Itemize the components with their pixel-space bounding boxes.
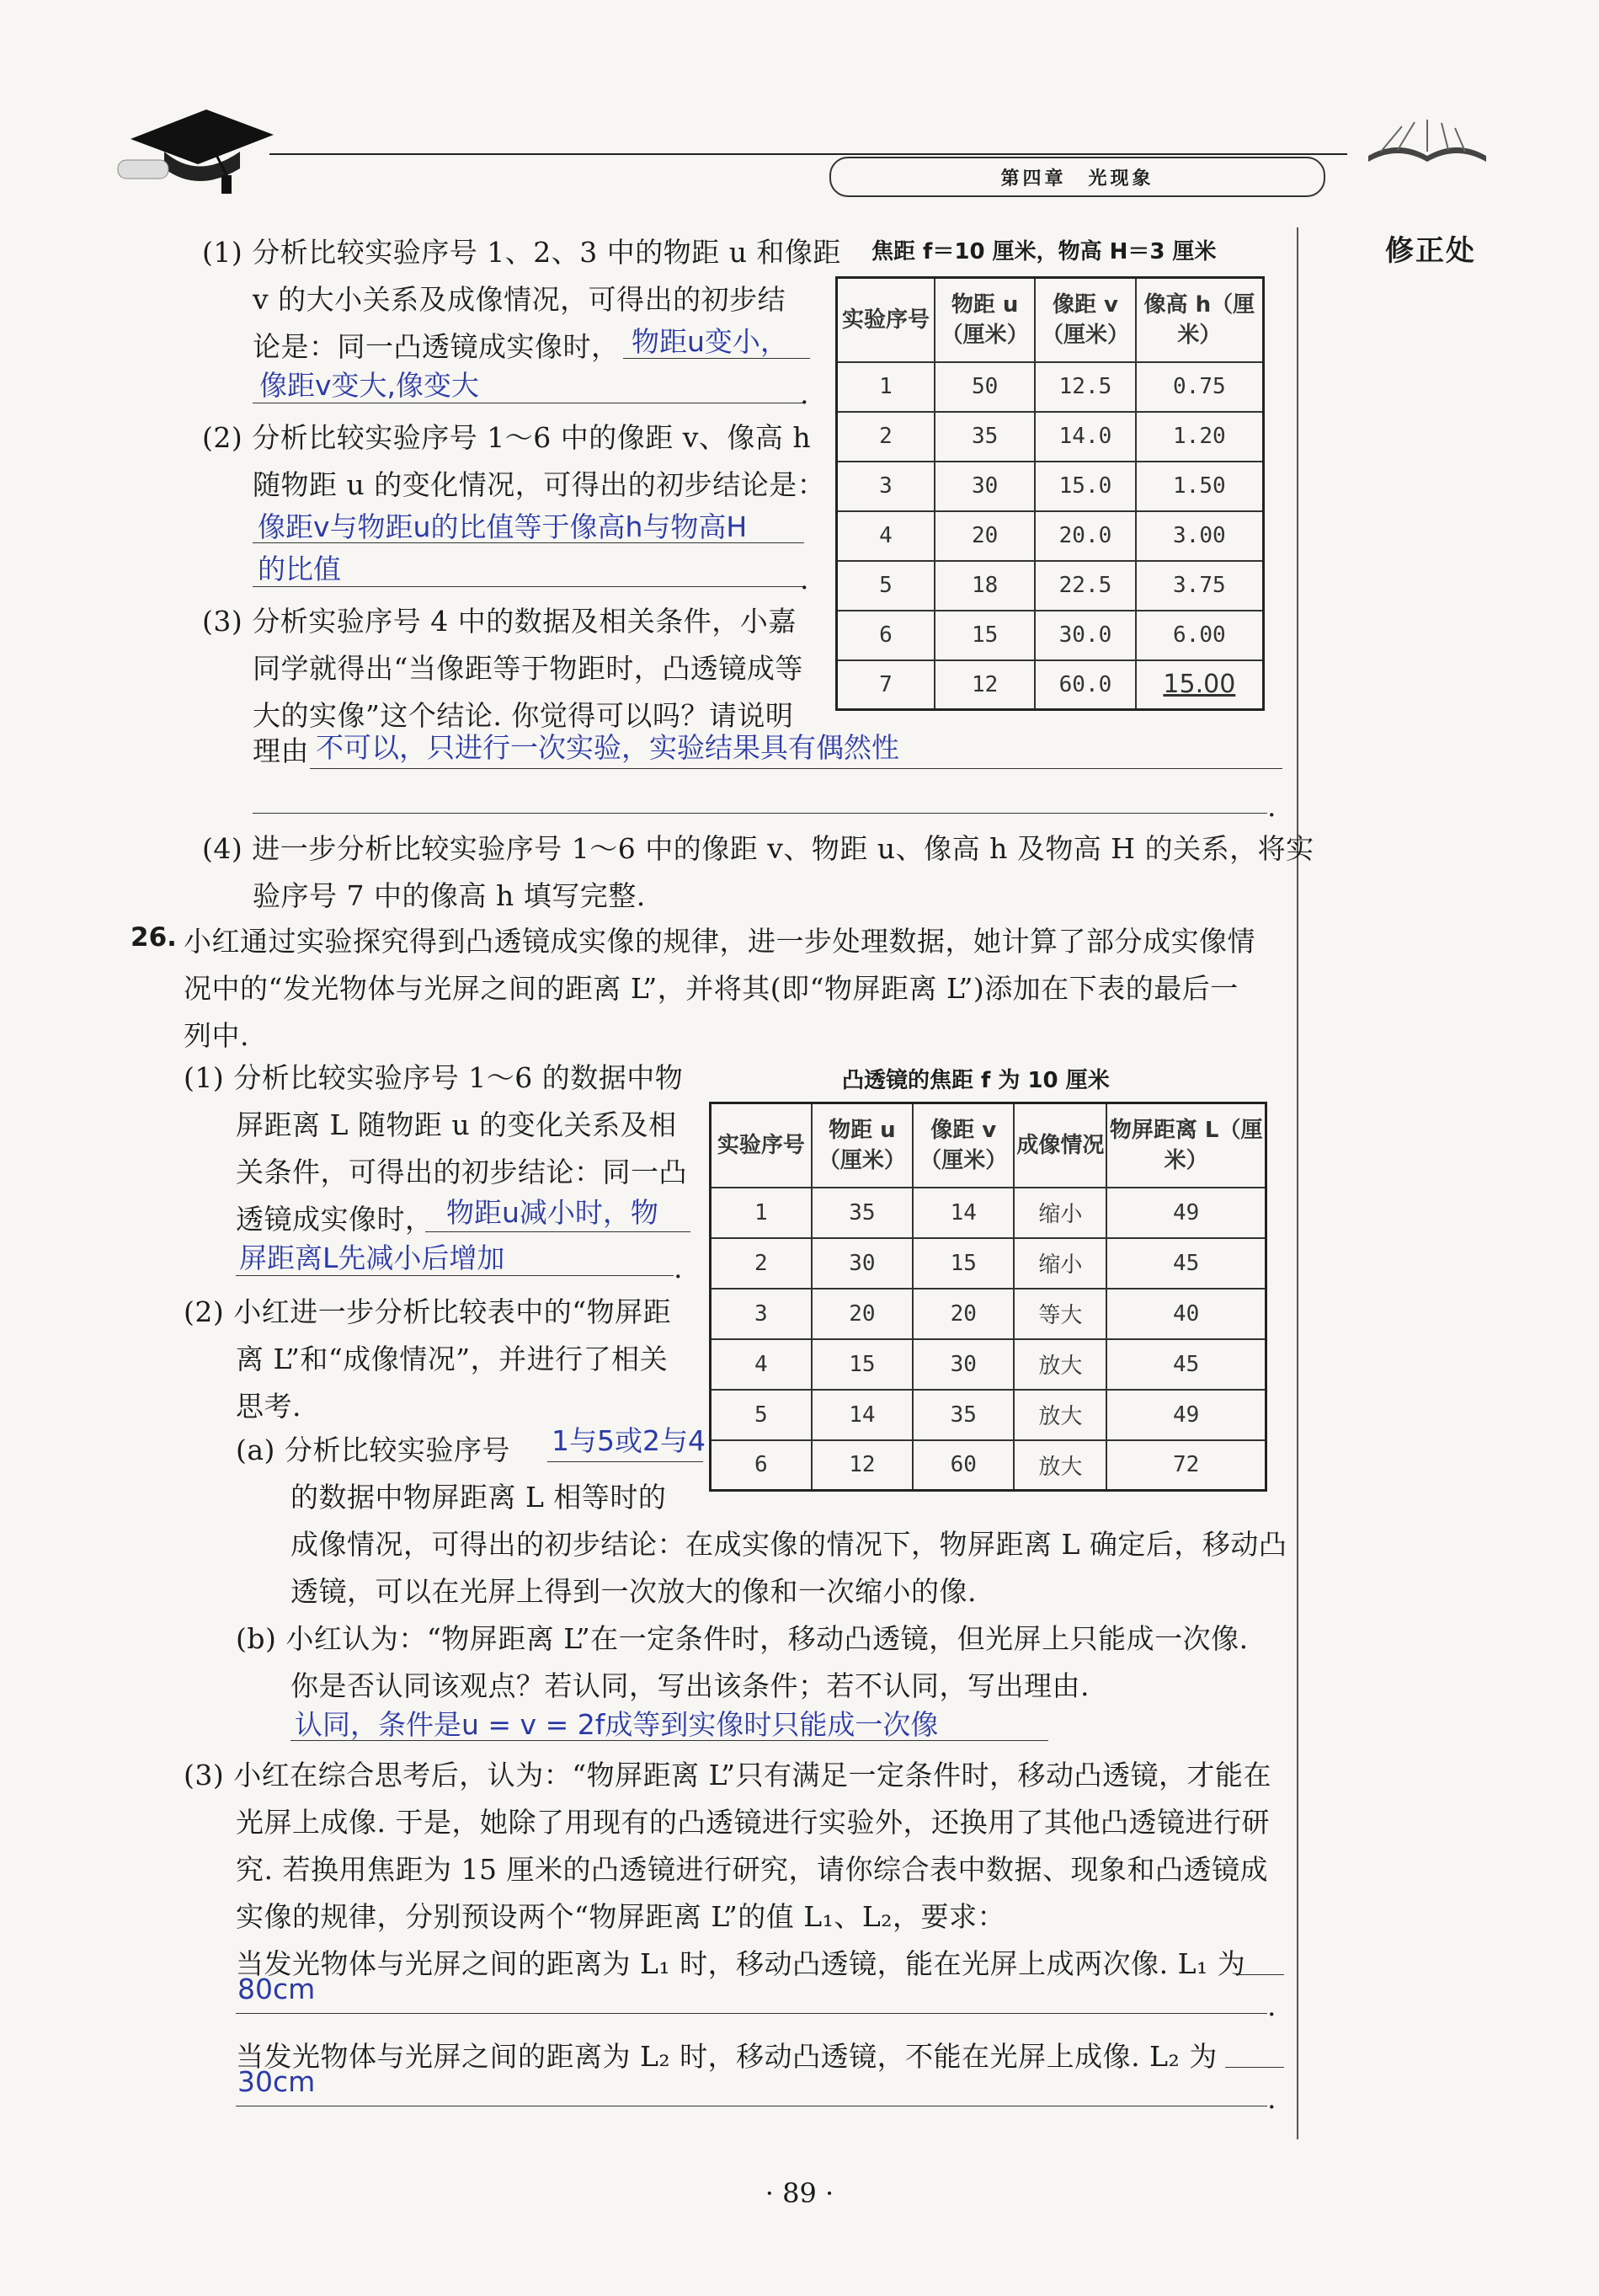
- table-cell: 60: [913, 1440, 1014, 1491]
- text-line: 离 L”和“成像情况”，并进行了相关: [236, 1343, 669, 1375]
- table-cell: 30: [913, 1339, 1014, 1390]
- text-line: 当发光物体与光屏之间的距离为 L₁ 时，移动凸透镜，能在光屏上成两次像. L₁ 为: [236, 1947, 1246, 1980]
- handwritten-answer: 15.00: [1136, 660, 1264, 710]
- text-line: 当发光物体与光屏之间的距离为 L₂ 时，移动凸透镜，不能在光屏上成像. L₂ 为: [236, 2040, 1218, 2073]
- table-header: 物距 u（厘米）: [935, 278, 1035, 362]
- table-row: [711, 1188, 1266, 1238]
- table-row: [711, 1339, 1266, 1390]
- table-cell: 15: [913, 1238, 1014, 1289]
- answer-blank: [236, 1275, 674, 1276]
- text-line: 小红通过实验探究得到凸透镜成实像的规律，进一步处理数据，她计算了部分成实像情: [184, 925, 1255, 958]
- table-cell: 22.5: [1035, 561, 1135, 611]
- table-cell: 15.0: [1035, 462, 1135, 511]
- answer-blank: [253, 542, 804, 543]
- side-rule: [1297, 227, 1298, 2139]
- text-line: 大的实像”这个结论. 你觉得可以吗？请说明: [253, 699, 794, 732]
- text-line: 你是否认同该观点？若认同，写出该条件；若不认同，写出理由.: [290, 1669, 1090, 1702]
- table-row: [837, 611, 1264, 660]
- table-cell: 等大: [1014, 1289, 1106, 1339]
- table-cell: 12.5: [1035, 362, 1135, 412]
- handwritten-answer: 物距u减小时，物: [446, 1196, 658, 1229]
- table-header: 像高 h（厘米）: [1136, 278, 1264, 362]
- answer-blank: [290, 1740, 1048, 1741]
- table-cell: 45: [1106, 1339, 1266, 1390]
- table-row: [837, 362, 1264, 412]
- table-header: 成像情况: [1014, 1103, 1106, 1188]
- table-cell: 35: [913, 1390, 1014, 1440]
- table-cell: 49: [1106, 1390, 1266, 1440]
- table-cell: 18: [935, 561, 1035, 611]
- table-header-row: [837, 278, 1264, 362]
- table-cell: 1: [711, 1188, 812, 1238]
- answer-blank: [236, 2013, 1267, 2014]
- table-cell: 1: [837, 362, 935, 412]
- text-line: (4) 进一步分析比较实验序号 1～6 中的像距 v、物距 u、像高 h 及物高 H 的关系，将实: [202, 832, 1314, 865]
- text-line: 成像情况，可得出的初步结论：在成实像的情况下，物屏距离 L 确定后，移动凸: [290, 1528, 1287, 1561]
- table-header: 物屏距离 L（厘米）: [1106, 1103, 1266, 1188]
- table-cell: 35: [935, 412, 1035, 462]
- handwritten-answer: 1与5或2与4: [552, 1424, 706, 1457]
- table-cell: 放大: [1014, 1390, 1106, 1440]
- table-caption: 凸透镜的焦距 f 为 10 厘米: [842, 1068, 1110, 1093]
- text-line: 关条件，可得出的初步结论：同一凸: [236, 1156, 687, 1188]
- table-cell: 6: [711, 1440, 812, 1491]
- table-cell: 50: [935, 362, 1035, 412]
- table-cell: 6.00: [1136, 611, 1264, 660]
- table-cell: 20.0: [1035, 511, 1135, 561]
- handwritten-answer: 不可以，只进行一次实验，实验结果具有偶然性: [316, 731, 899, 764]
- table-cell: 放大: [1014, 1339, 1106, 1390]
- handwritten-answer: 像距v变大,像变大: [259, 369, 480, 402]
- text-line: 论是：同一凸透镜成实像时，: [253, 330, 620, 363]
- table-cell: 1.50: [1136, 462, 1264, 511]
- table-cell: 14.0: [1035, 412, 1135, 462]
- table-cell: 49: [1106, 1188, 1266, 1238]
- table-cell: 缩小: [1014, 1188, 1106, 1238]
- table-cell: 3: [837, 462, 935, 511]
- table-header: 物距 u（厘米）: [812, 1103, 913, 1188]
- table-row: [837, 511, 1264, 561]
- text-line: (a) 分析比较实验序号: [236, 1434, 510, 1466]
- handwritten-answer: 物距u变小，: [632, 325, 788, 358]
- table-row: [837, 412, 1264, 462]
- table-row: [837, 462, 1264, 511]
- table-row: [711, 1390, 1266, 1440]
- table-row: [711, 1440, 1266, 1491]
- text-line: 屏距离 L 随物距 u 的变化关系及相: [236, 1108, 677, 1141]
- text-line: 同学就得出“当像距等于物距时，凸透镜成等: [253, 652, 803, 685]
- table-header: 实验序号: [837, 278, 935, 362]
- page-number: · 89 ·: [765, 2177, 834, 2209]
- table-cell: 35: [812, 1188, 913, 1238]
- text-line: (3) 小红在综合思考后，认为：“物屏距离 L”只有满足一定条件时，移动凸透镜，才能在: [184, 1759, 1271, 1791]
- handwritten-answer: 认同，条件是u = v = 2f成等到实像时只能成一次像: [295, 1708, 939, 1741]
- table-cell: 2: [711, 1238, 812, 1289]
- table-cell: 5: [711, 1390, 812, 1440]
- text-line: (1) 分析比较实验序号 1、2、3 中的物距 u 和像距: [202, 236, 841, 269]
- table-cell: 14: [913, 1188, 1014, 1238]
- table-cell: 3.00: [1136, 511, 1264, 561]
- text-line: 透镜成实像时，: [236, 1203, 434, 1236]
- question-number: 26.: [131, 922, 177, 953]
- graduation-cap-icon: [114, 101, 282, 202]
- answer-blank: [1225, 2067, 1284, 2068]
- table-cell: 6: [837, 611, 935, 660]
- table-header: 像距 v（厘米）: [1035, 278, 1135, 362]
- table-cell: 4: [711, 1339, 812, 1390]
- text-line: (2) 小红进一步分析比较表中的“物屏距: [184, 1295, 672, 1328]
- table-cell: 2: [837, 412, 935, 462]
- chapter-title: 第四章 光现象: [829, 157, 1325, 197]
- handwritten-answer: 30cm: [237, 2065, 316, 2098]
- table-cell: 5: [837, 561, 935, 611]
- text-line: 验序号 7 中的像高 h 填写完整.: [253, 879, 646, 912]
- table-cell: 15: [812, 1339, 913, 1390]
- focal-length-table: [835, 276, 1265, 711]
- answer-blank: [547, 1461, 703, 1462]
- table-cell: 30: [935, 462, 1035, 511]
- text-line: 的数据中物屏距离 L 相等时的: [290, 1481, 667, 1514]
- table-cell: 30: [812, 1238, 913, 1289]
- text-line: (b) 小红认为：“物屏距离 L”在一定条件时，移动凸透镜，但光屏上只能成一次像.: [236, 1622, 1249, 1655]
- text-line: v 的大小关系及成像情况，可得出的初步结: [253, 283, 786, 316]
- table-cell: 60.0: [1035, 660, 1135, 710]
- object-screen-distance-table: [709, 1102, 1267, 1492]
- table-cell: 3: [711, 1289, 812, 1339]
- handwritten-answer: 80cm: [237, 1973, 316, 2005]
- table-cell: 15: [935, 611, 1035, 660]
- table-cell: 放大: [1014, 1440, 1106, 1491]
- table-header-row: [711, 1103, 1266, 1188]
- table-cell: 7: [837, 660, 935, 710]
- table-cell: 20: [812, 1289, 913, 1339]
- text-line: 理由: [253, 734, 309, 767]
- table-cell: 72: [1106, 1440, 1266, 1491]
- table-cell: 12: [812, 1440, 913, 1491]
- table-cell: 45: [1106, 1238, 1266, 1289]
- text-line: 透镜，可以在光屏上得到一次放大的像和一次缩小的像.: [290, 1575, 977, 1608]
- text-line: 光屏上成像. 于是，她除了用现有的凸透镜进行实验外，还换用了其他凸透镜进行研: [236, 1806, 1270, 1839]
- answer-blank: [310, 768, 1282, 769]
- text-line: (3) 分析实验序号 4 中的数据及相关条件，小嘉: [202, 605, 797, 638]
- table-cell: 缩小: [1014, 1238, 1106, 1289]
- text-line: 随物距 u 的变化情况，可得出的初步结论是：: [253, 468, 826, 501]
- open-book-icon: [1364, 118, 1490, 168]
- table-cell: 20: [935, 511, 1035, 561]
- correction-label: 修正处: [1385, 234, 1476, 268]
- table-caption: 焦距 f＝10 厘米，物高 H＝3 厘米: [871, 239, 1217, 264]
- answer-blank: [253, 586, 804, 587]
- table-header: 像距 v（厘米）: [913, 1103, 1014, 1188]
- table-cell: 20: [913, 1289, 1014, 1339]
- answer-blank: [425, 1231, 690, 1232]
- text-line: 况中的“发光物体与光屏之间的距离 L”，并将其(即“物屏距离 L”)添加在下表的最后一: [184, 972, 1239, 1005]
- text-line: (1) 分析比较实验序号 1～6 的数据中物: [184, 1061, 684, 1094]
- answer-blank: [1238, 1974, 1284, 1975]
- table-cell: 1.20: [1136, 412, 1264, 462]
- table-cell: 40: [1106, 1289, 1266, 1339]
- table-row: [711, 1238, 1266, 1289]
- text-line: 实像的规律，分别预设两个“物屏距离 L”的值 L₁、L₂，要求：: [236, 1900, 1006, 1933]
- table-cell: 14: [812, 1390, 913, 1440]
- table-row: [711, 1289, 1266, 1339]
- handwritten-answer: 屏距离L先减小后增加: [239, 1241, 505, 1274]
- text-line: 究. 若换用焦距为 15 厘米的凸透镜进行研究，请你综合表中数据、现象和凸透镜成: [236, 1853, 1268, 1886]
- table-cell: 0.75: [1136, 362, 1264, 412]
- text-line: 思考.: [236, 1390, 301, 1423]
- table-header: 实验序号: [711, 1103, 812, 1188]
- table-cell: 3.75: [1136, 561, 1264, 611]
- text-line: 列中.: [184, 1019, 249, 1052]
- table-row: [837, 561, 1264, 611]
- text-line: (2) 分析比较实验序号 1～6 中的像距 v、像高 h: [202, 421, 812, 454]
- answer-blank: [253, 813, 1267, 814]
- handwritten-answer: 像距v与物距u的比值等于像高h与物高H: [258, 510, 748, 543]
- table-cell: 30.0: [1035, 611, 1135, 660]
- header-rule: [269, 153, 1347, 155]
- table-row: [837, 660, 1264, 710]
- table-cell: 4: [837, 511, 935, 561]
- handwritten-answer: 的比值: [258, 553, 341, 585]
- table-cell: 12: [935, 660, 1035, 710]
